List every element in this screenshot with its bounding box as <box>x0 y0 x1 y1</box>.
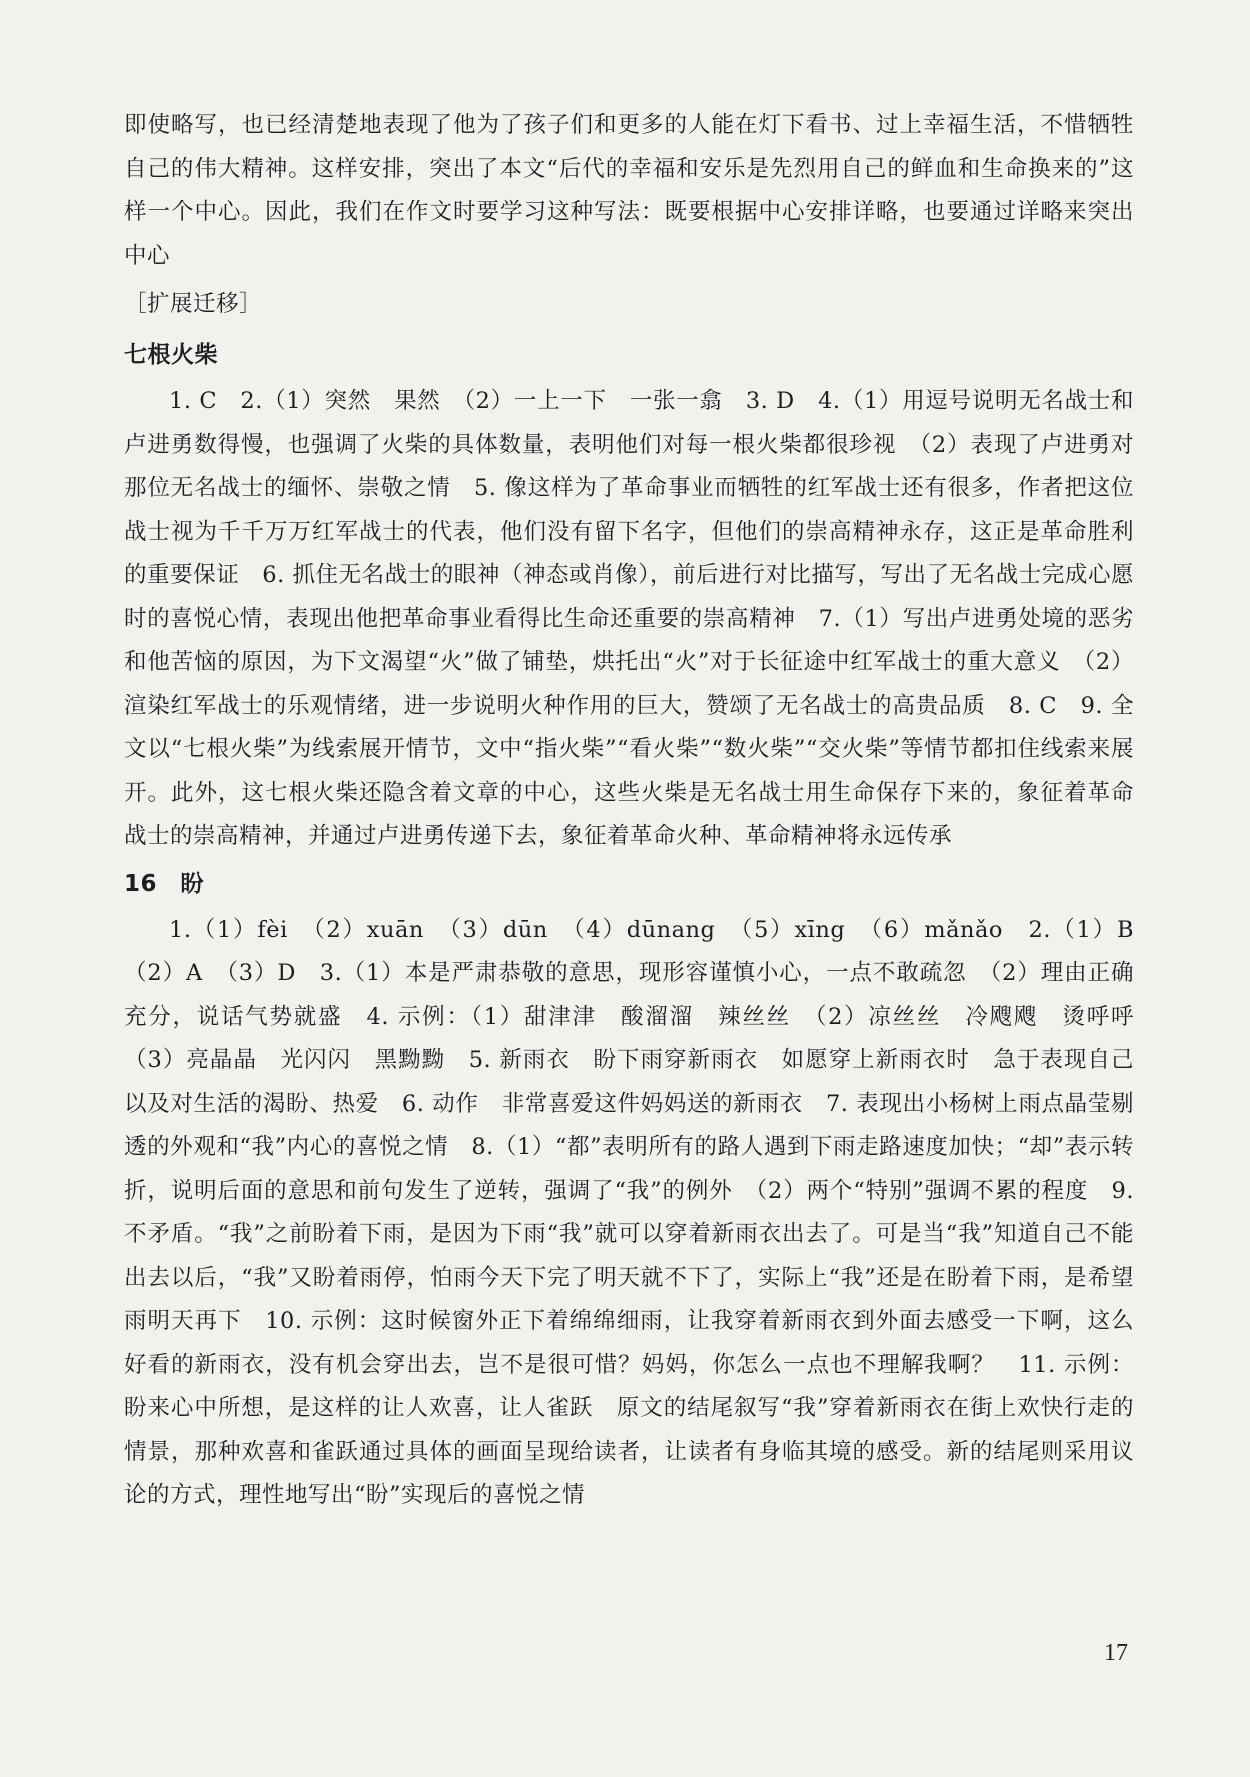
page-content <box>124 104 1158 1518</box>
section-label: ［扩展迁移］ <box>124 291 263 317</box>
answers-pan: 1.（1）fèi （2）xuān （3）dūn （4）dūnang （5）xīng （6）mǎnǎo 2.（1）B （2）A （3）D 3.（1）本是严肃恭敬的意思，现形容谨慎小心，一点不敢疏忽 （2）理由正确充分，说话气势就盛 4. 示例：（1）甜津津 酸溜溜 辣丝丝 （2）凉丝丝 冷飕飕 烫呼呼 （3）亮晶晶 光闪闪 黑黝黝 5. 新雨衣 盼下雨穿新雨衣 如愿穿上新雨衣时 急于表现自己以及对生活的渴盼、热爱 6. 动作 非常喜爱这件妈妈送的新雨衣 7. 表现出小杨树上雨点晶莹剔透的外观和“我”内心的喜悦之情 8.（1）“都”表明所有的路人遇到下雨走路速度加快；“却”表示转折，说明后面的意思和前句发生了逆转，强调了“我”的例外 （2）两个“特别”强调不累的程度 9. 不矛盾。“我”之前盼着下雨，是因为下雨“我”就可以穿着新雨衣出去了。可是当“我”知道自己不能出去以后，“我”又盼着雨停，怕雨今天下完了明天就不下了，实际上“我”还是在盼着下雨，是希望雨明天再下 10. 示例：这时候窗外正下着绵绵细雨，让我穿着新雨衣到外面去感受一下啊，这么好看的新雨衣，没有机会穿出去，岂不是很可惜？妈妈，你怎么一点也不理解我啊？ 11. 示例：盼来心中所想，是这样的让人欢喜，让人雀跃 原文的结尾叙写“我”穿着新雨衣在街上欢快行走的情景，那种欢喜和雀跃通过具体的画面呈现给读者，让读者有身临其境的感受。新的结尾则采用议论的方式，理性地写出“盼”实现后的喜悦之情 <box>124 916 1158 1508</box>
section-title-qi-gen-huo-chai: 七根火柴 <box>124 342 218 368</box>
section-title-pan: 16 盼 <box>124 870 205 897</box>
page-number: 17 <box>1104 1640 1128 1666</box>
answers-qi-gen-huo-chai: 1. C 2.（1）突然 果然 （2）一上一下 一张一翕 3. D 4.（1）用逗号说明无名战士和卢进勇数得慢，也强调了火柴的具体数量，表明他们对每一根火柴都很珍视 （2）表现了卢进勇对那位无名战士的缅怀、崇敬之情 5. 像这样为了革命事业而牺牲的红军战士还有很多，作者把这位战士视为千千万万红军战士的代表，他们没有留下名字，但他们的崇高精神永存，这正是革命胜利的重要保证 6. 抓住无名战士的眼神（神态或肖像），前后进行对比描写，写出了无名战士完成心愿时的喜悦心情，表现出他把革命事业看得比生命还重要的崇高精神 7.（1）写出卢进勇处境的恶劣和他苦恼的原因，为下文渴望“火”做了铺垫，烘托出“火”对于长征途中红军战士的重大意义 （2）渲染红军战士的乐观情绪，进一步说明火种作用的巨大，赞颂了无名战士的高贵品质 8. C 9. 全文以“七根火柴”为线索展开情节，文中“指火柴”“看火柴”“数火柴”“交火柴”等情节都扣住线索来展开。此外，这七根火柴还隐含着文章的中心，这些火柴是无名战士用生命保存下来的，象征着革命战士的崇高精神，并通过卢进勇传递下去，象征着革命火种、革命精神将永远传承 <box>124 388 1134 849</box>
intro-paragraph: 即使略写，也已经清楚地表现了他为了孩子们和更多的人能在灯下看书、过上幸福生活，不惜牺牲自己的伟大精神。这样安排，突出了本文“后代的幸福和安乐是先烈用自己的鲜血和生命换来的”这样一个中心。因此，我们在作文时要学习这种写法：既要根据中心安排详略，也要通过详略来突出中心 <box>124 112 1134 269</box>
